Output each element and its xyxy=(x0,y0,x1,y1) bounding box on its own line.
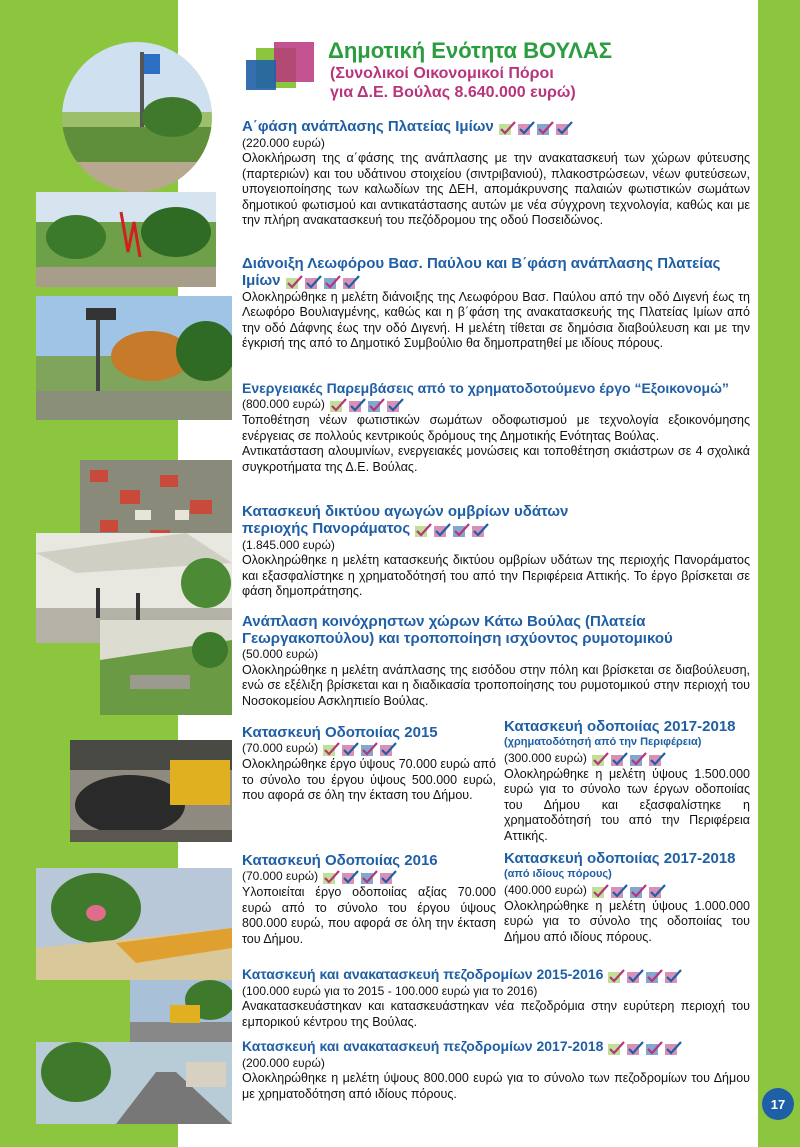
section-roads-2017-own xyxy=(504,850,750,945)
check-icon xyxy=(498,120,516,136)
section-title: Κατασκευή και ανακατασκευή πεζοδρομίων 2017-2018 xyxy=(242,1038,750,1056)
section-text-2: Αντικατάσταση αλουμινίων, ενεργειακές μονώσεις και τοποθέτηση σκιάστρων σε 4 σχολικά συγκροτήματα της Δ.Ε. Βούλας. xyxy=(242,444,750,474)
section-text: Υλοποιείται έργο οδοποιίας αξίας 70.000 ευρώ από το σύνολο του έργου ύψους 800.000 ευρώ, που αφορά σε όλη την έκταση του Δήμου. xyxy=(242,885,496,946)
section-title: Ενεργειακές Παρεμβάσεις από το χρηματοδοτούμενο έργο “Εξοικονομώ” xyxy=(242,380,729,396)
check-icon xyxy=(379,741,397,757)
section-subtitle: (χρηματοδότησή από την Περιφέρεια) xyxy=(504,736,702,748)
section-roads-2016 xyxy=(242,852,496,947)
section-amount: (70.000 ευρώ) xyxy=(242,869,496,885)
check-icon xyxy=(610,751,628,767)
section-title: Α΄φάση ανάπλασης Πλατείας Ιμίων xyxy=(242,118,750,136)
check-icon xyxy=(322,741,340,757)
section-text: Ολοκλήρωση της α΄φάσης της ανάπλασης με την ανακατασκευή των χώρων φύτευσης (παρτεριών) και του υδάτινου στοιχείου (σιντριβανιού), πλακοστρώσεων, νέων φυτεύσεων, υπογειοποίησης των καλωδίων της ΔΕΗ, απομάκρυνσης παλαιών φωτιστικών σωμάτων δημοτικού φωτισμού και αντικατάστασης αυτών με νέα σύγχρονη τεχνολογία, καθώς και με την πλήρη ανακατασκευή του πεζόδρομου της οδού Ποσειδώνος. xyxy=(242,151,750,228)
section-text: Ολοκληρώθηκε η μελέτη ύψους 1.500.000 ευρώ για το σύνολο των έργων οδοποιίας του Δήμου και εξασφαλίστηκε η χρηματοδότησή του από την Περιφέρεια Αττικής. xyxy=(504,766,750,843)
section-title: Κατασκευή Οδοποιίας 2016 xyxy=(242,852,438,869)
section-title-line2: περιοχής Πανοράματος xyxy=(242,520,750,538)
section-title: Κατασκευή Οδοποιίας 2015 xyxy=(242,724,438,741)
photo-sidewalk-digger xyxy=(130,980,232,1042)
section-amount: (200.000 ευρώ) xyxy=(242,1055,325,1070)
check-icons xyxy=(591,883,667,899)
check-icon xyxy=(607,1040,625,1056)
section-amount: (50.000 ευρώ) xyxy=(242,647,319,661)
page-subtitle-line2: για Δ.Ε. Βούλας 8.640.000 ευρώ) xyxy=(330,84,576,101)
section-text: Ολοκληρώθηκε η μελέτη ύψους 1.000.000 ευρώ για το σύνολο της οδοποιίας του Δήμου από ιδίους πόρους. xyxy=(504,898,750,944)
check-icon xyxy=(591,751,609,767)
check-icons xyxy=(414,521,490,538)
check-icon xyxy=(342,274,360,290)
header-logo xyxy=(246,40,326,100)
check-icon xyxy=(591,883,609,899)
check-icon xyxy=(664,968,682,984)
check-icon xyxy=(648,751,666,767)
check-icon xyxy=(626,968,644,984)
section-roads-2017-region xyxy=(504,718,750,844)
check-icon xyxy=(536,120,554,136)
check-icon xyxy=(664,1040,682,1056)
check-icon xyxy=(452,522,470,538)
section-imion-phase-a xyxy=(242,118,750,229)
section-title: Κατασκευή οδοποιίας 2017-2018 xyxy=(504,850,736,867)
photo-square-trees xyxy=(36,192,216,287)
check-icon xyxy=(517,120,535,136)
check-icons xyxy=(498,119,574,136)
check-icon xyxy=(645,1040,663,1056)
section-text: Ολοκληρώθηκε η μελέτη κατασκευής δικτύου ομβρίων υδάτων της περιοχής Πανοράματος και εξασφαλίστηκε η χρηματοδότησή του από την Περιφέρεια Αττικής. Το έργο βρίσκεται σε φάση δημοπράτησης. xyxy=(242,553,750,599)
section-title: Ανάπλαση κοινόχρηστων χώρων Κάτω Βούλας (Πλατεία Γεωργακοπούλου) και τροποποίηση ισχύοντος ρυμοτομικού xyxy=(242,613,673,647)
section-text: Ολοκληρώθηκε η μελέτη διάνοιξης της Λεωφόρου Βασ. Παύλου από την οδό Διγενή έως τη Λεωφόρο Βουλιαγμένης, καθώς και η β΄φάση της ανακατασκευής της Πλατείας Ιμίων από την οδό Δάφνης έως την οδό Διγενή. Η μελέτη τίθεται σε δημόσια διαβούλευση και με την έγκρισή της από το Δημοτικό Συμβούλιο θα δημοπρατηθεί με ιδίους πόρους. xyxy=(242,289,750,351)
check-icons xyxy=(322,869,398,885)
page-subtitle-line1: (Συνολικοί Οικονομικοί Πόροι xyxy=(330,65,554,82)
photo-sidewalk-2016 xyxy=(36,868,232,980)
section-title: Κατασκευή και ανακατασκευή πεζοδρομίων 2015-2016 xyxy=(242,966,750,984)
check-icon xyxy=(433,522,451,538)
page-title: Δημοτική Ενότητα ΒΟΥΛΑΣ xyxy=(328,38,612,63)
section-leoforos-pavlou xyxy=(242,255,750,352)
check-icon xyxy=(471,522,489,538)
check-icon xyxy=(379,869,397,885)
check-icon xyxy=(348,397,366,413)
check-icon xyxy=(645,968,663,984)
check-icons xyxy=(329,397,405,413)
check-icon xyxy=(367,397,385,413)
section-text: Ανακατασκευάστηκαν και κατασκευάστηκαν νέα πεζοδρόμια στην ευρύτερη περιοχή του εμπορικού κέντρου της Βούλας. xyxy=(242,999,750,1029)
check-icon xyxy=(285,274,303,290)
check-icon xyxy=(607,968,625,984)
check-icon xyxy=(414,522,432,538)
section-sidewalks-2017-2018 xyxy=(242,1038,750,1102)
section-title-line1: Κατασκευή δικτύου αγωγών ομβρίων υδάτων xyxy=(242,503,569,520)
check-icons xyxy=(322,741,398,757)
check-icons xyxy=(591,751,667,767)
check-icon xyxy=(360,869,378,885)
photo-leoforos xyxy=(36,296,232,420)
check-icon xyxy=(629,883,647,899)
right-green-band xyxy=(758,0,800,1147)
photo-square-imion-circle xyxy=(62,42,212,192)
check-icon xyxy=(648,883,666,899)
section-subtitle: (από ιδίους πόρους) xyxy=(504,868,612,880)
check-icon xyxy=(360,741,378,757)
check-icons xyxy=(285,273,361,290)
section-text: Τοποθέτηση νέων φωτιστικών σωμάτων οδοφωτισμού με τεχνολογία εξοικονόμησης ενέργειας σε πολλούς κεντρικούς δρόμους της Δημοτικής Ενότητας Βούλας. xyxy=(242,413,750,443)
check-icon xyxy=(341,741,359,757)
section-sidewalks-2015-2016 xyxy=(242,966,750,1030)
photo-sidewalk-street xyxy=(36,1042,232,1124)
check-icon xyxy=(626,1040,644,1056)
section-text: Ολοκληρώθηκε η μελέτη ανάπλασης της εισόδου στην πόλη και βρίσκεται σε διαβούλευση, ενώ σε εξέλιξη βρίσκεται και η διαδικασία τροποποίησης του ρυμοτομικού στην περιοχή του Νοσοκομείου Ασκληπιείο Βούλας. xyxy=(242,662,750,708)
section-title: Κατασκευή οδοποιίας 2017-2018 xyxy=(504,718,736,735)
check-icon xyxy=(629,751,647,767)
section-amount: (100.000 ευρώ για το 2015 - 100.000 ευρώ για το 2016) xyxy=(242,983,538,998)
section-amount: (300.000 ευρώ) xyxy=(504,751,750,767)
photo-road-roller xyxy=(70,740,232,842)
section-kato-voula xyxy=(242,613,750,709)
section-title: Διάνοιξη Λεωφόρου Βασ. Παύλου και Β΄φάση ανάπλασης Πλατείας Ιμίων xyxy=(242,255,721,289)
section-amount: (220.000 ευρώ) xyxy=(242,135,325,150)
section-panorama-drainage xyxy=(242,503,750,600)
section-amount: (800.000 ευρώ) xyxy=(242,397,750,413)
section-amount: (400.000 ευρώ) xyxy=(504,883,750,899)
page-number: 17 xyxy=(762,1088,794,1120)
check-icons xyxy=(607,967,683,984)
check-icons xyxy=(607,1039,683,1056)
check-icon xyxy=(322,869,340,885)
check-icon xyxy=(323,274,341,290)
section-exoikonomo xyxy=(242,380,750,475)
section-amount: (70.000 ευρώ) xyxy=(242,741,496,757)
check-icon xyxy=(329,397,347,413)
check-icon xyxy=(610,883,628,899)
section-text: Ολοκληρώθηκε έργο ύψους 70.000 ευρώ από το σύνολο του έργου ύψους 500.000 ευρώ, που αφορά σε όλη την έκταση του Δήμου. xyxy=(242,757,496,802)
section-amount: (1.845.000 ευρώ) xyxy=(242,537,335,552)
check-icon xyxy=(341,869,359,885)
check-icon xyxy=(555,120,573,136)
photo-rendering-kato-voula xyxy=(100,620,232,715)
check-icon xyxy=(304,274,322,290)
section-text: Ολοκληρώθηκε η μελέτη ύψους 800.000 ευρώ για το σύνολο των πεζοδρομίων του Δήμου με χρηματοδότηση από ιδίους πόρους. xyxy=(242,1071,750,1101)
section-roads-2015 xyxy=(242,724,496,804)
check-icon xyxy=(386,397,404,413)
